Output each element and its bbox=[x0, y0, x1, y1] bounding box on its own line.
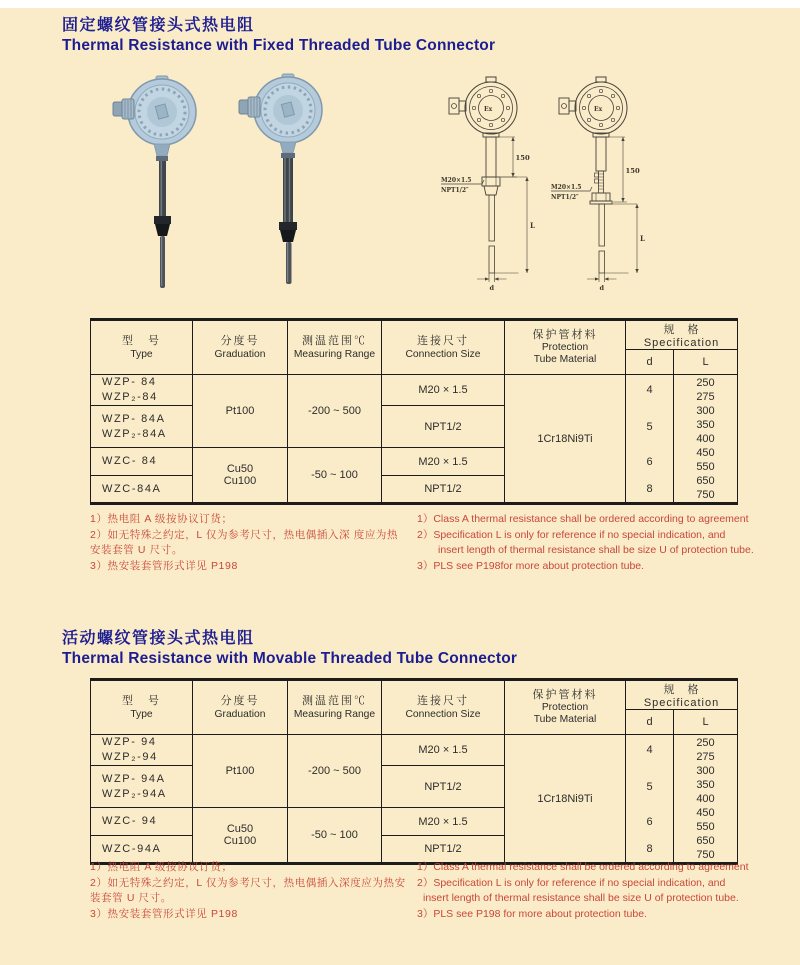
connection-cell: M20 × 1.5 bbox=[382, 375, 505, 406]
section-2-title-block bbox=[62, 625, 517, 668]
header-range-en: Measuring Range bbox=[293, 709, 376, 720]
collar bbox=[156, 156, 168, 161]
neck bbox=[154, 144, 170, 156]
l-value: 250 bbox=[696, 376, 715, 389]
note-line: insert length of thermal resistance shall be size U of protection tube. bbox=[438, 544, 754, 556]
thermocouple-head bbox=[254, 74, 322, 143]
header-specification: 规 格 Specification bbox=[626, 320, 738, 350]
l-value: 350 bbox=[696, 778, 715, 791]
header-spec-d: d bbox=[626, 710, 674, 735]
hex-fitting bbox=[279, 222, 297, 242]
graduation-cu-cell bbox=[193, 448, 288, 504]
side-connector bbox=[449, 98, 466, 114]
header-type-zh: 型 号 bbox=[122, 695, 161, 707]
threaded-rod bbox=[595, 171, 604, 193]
notes-1-chinese bbox=[90, 512, 415, 574]
section-1-title-zh: 固定螺纹管接头式热电阻 bbox=[62, 17, 255, 34]
length-dim-label: L bbox=[530, 221, 535, 230]
thermocouple-head bbox=[128, 76, 196, 145]
graduation-cu50: Cu50 bbox=[226, 463, 254, 475]
header-range bbox=[288, 680, 382, 735]
connection-cell: NPT1/2 bbox=[382, 766, 505, 808]
model-wzp2-94a: WZP₂-94A bbox=[102, 787, 167, 800]
graduation-cu100: Cu100 bbox=[223, 475, 257, 487]
note-line: insert length of thermal resistance shall be size U of protection tube. bbox=[423, 892, 739, 904]
d-value-cell: 8 bbox=[626, 836, 674, 864]
connection-cell: NPT1/2 bbox=[382, 836, 505, 864]
graduation-cu-cell bbox=[193, 808, 288, 864]
probe-outline bbox=[489, 195, 495, 273]
d-value-cell: 4 bbox=[626, 735, 674, 766]
ex-mark-label: Ex bbox=[484, 106, 493, 113]
model-cell-group2 bbox=[91, 766, 193, 808]
model-wzp-94a: WZP- 94A bbox=[102, 772, 166, 785]
graduation-cu50: Cu50 bbox=[226, 823, 254, 835]
model-cell-group1 bbox=[91, 735, 193, 766]
header-protection-en2: Tube Material bbox=[533, 354, 597, 365]
header-graduation-zh: 分度号 bbox=[220, 335, 260, 347]
l-values-cell bbox=[674, 375, 738, 504]
note-line: 1）Class A thermal resistance shall be ordered according to agreement bbox=[417, 513, 749, 525]
note-line: 安装套管 U 尺寸。 bbox=[90, 544, 183, 556]
note-line: 装套管 U 尺寸。 bbox=[90, 892, 172, 904]
header-connection-zh: 连接尺寸 bbox=[417, 335, 469, 347]
product-photo-movable-2 bbox=[236, 72, 344, 300]
thread-npt-label: NPT1/2″ bbox=[551, 194, 579, 201]
stem-outline bbox=[596, 137, 606, 171]
notes-1-english bbox=[417, 512, 757, 574]
note-line: 2）Specification L is only for reference if no special indication, and bbox=[417, 528, 726, 541]
l-values-cell bbox=[674, 735, 738, 864]
range-cu-cell: -50 ~ 100 bbox=[288, 448, 382, 504]
hex-fitting bbox=[154, 216, 171, 236]
head-clamp bbox=[486, 77, 496, 82]
header-graduation-zh: 分度号 bbox=[220, 695, 260, 707]
page-top-margin bbox=[0, 0, 800, 8]
d-value-cell: 6 bbox=[626, 808, 674, 836]
model-wzp2-94: WZP₂-94 bbox=[102, 751, 158, 763]
dimension-lines bbox=[583, 137, 637, 282]
cable-gland bbox=[239, 97, 260, 117]
protection-material-cell: 1Cr18Ni9Ti bbox=[505, 375, 626, 504]
section-1-title-block bbox=[62, 12, 495, 55]
spec-table-movable bbox=[90, 678, 738, 865]
model-wzc-94: WZC- 94 bbox=[102, 815, 158, 827]
l-value: 550 bbox=[696, 820, 715, 833]
section-1-title-en: Thermal Resistance with Fixed Threaded Tube Connector bbox=[62, 37, 496, 54]
note-line: 1）热电阻 A 级按协议订货； bbox=[90, 861, 233, 873]
range-pt-cell: -200 ~ 500 bbox=[288, 375, 382, 448]
graduation-pt-cell: Pt100 bbox=[193, 375, 288, 448]
neck bbox=[280, 142, 296, 153]
l-value: 450 bbox=[696, 806, 715, 819]
header-spec-l: L bbox=[674, 710, 738, 735]
dimension-drawing-movable bbox=[551, 76, 663, 302]
model-wzp-84a: WZP- 84A bbox=[102, 412, 166, 425]
note-line: 3）PLS see P198for more about protection tube. bbox=[417, 559, 645, 572]
section-2-title-en: Thermal Resistance with Movable Threaded Tube Connector bbox=[62, 650, 518, 667]
l-value: 350 bbox=[696, 418, 715, 431]
model-wzc-94a: WZC-94A bbox=[102, 842, 162, 855]
header-connection-en: Connection Size bbox=[405, 709, 481, 720]
header-range-zh: 测温范围℃ bbox=[302, 335, 367, 347]
connection-cell: M20 × 1.5 bbox=[382, 735, 505, 766]
header-range bbox=[288, 320, 382, 375]
probe bbox=[160, 236, 165, 288]
neck-length-dim: 150 bbox=[625, 167, 640, 175]
dimension-drawing-fixed bbox=[441, 76, 553, 302]
note-line: 3）热安装套管形式详见 P198 bbox=[90, 559, 238, 572]
section-2-title-zh: 活动螺纹管接头式热电阻 bbox=[62, 630, 255, 647]
d-value-cell: 8 bbox=[626, 476, 674, 504]
model-cell-group3 bbox=[91, 808, 193, 836]
graduation-cu100: Cu100 bbox=[223, 835, 257, 847]
note-line: 2）如无特殊之约定，L 仅为参考尺寸，热电偶插入深度应为热安 bbox=[90, 876, 406, 889]
l-value: 275 bbox=[696, 750, 715, 763]
note-line: 2）如无特殊之约定，L 仅为参考尺寸，热电偶插入深 度应为热 bbox=[90, 528, 399, 541]
header-type bbox=[91, 680, 193, 735]
probe-highlight bbox=[161, 236, 162, 286]
d-value-cell: 6 bbox=[626, 448, 674, 476]
d-value-cell: 5 bbox=[626, 766, 674, 808]
header-type bbox=[91, 320, 193, 375]
header-connection-zh: 连接尺寸 bbox=[417, 695, 469, 707]
length-dim-label: L bbox=[640, 234, 645, 243]
note-line: 2）Specification L is only for reference if no special indication, and bbox=[417, 876, 726, 889]
neck-length-dim: 150 bbox=[515, 154, 530, 162]
side-connector bbox=[559, 98, 576, 114]
probe bbox=[286, 242, 292, 284]
hex-fitting-outline bbox=[482, 177, 500, 195]
model-cell-group3 bbox=[91, 448, 193, 476]
head-clamp bbox=[596, 77, 606, 82]
header-protection bbox=[505, 680, 626, 735]
header-connection bbox=[382, 680, 505, 735]
thread-npt-label: NPT1/2″ bbox=[441, 187, 469, 194]
model-cell-group1 bbox=[91, 375, 193, 406]
header-protection-en1: Protection bbox=[541, 702, 589, 713]
l-value: 750 bbox=[696, 488, 715, 501]
l-value: 300 bbox=[696, 764, 715, 777]
l-value: 275 bbox=[696, 390, 715, 403]
model-wzp2-84a: WZP₂-84A bbox=[102, 427, 167, 440]
collar bbox=[281, 153, 295, 158]
model-cell-group2 bbox=[91, 406, 193, 448]
connection-cell: NPT1/2 bbox=[382, 476, 505, 504]
probe-highlight bbox=[287, 242, 288, 282]
note-line: 1）热电阻 A 级按协议订货； bbox=[90, 513, 233, 525]
header-type-en: Type bbox=[130, 709, 153, 720]
header-spec-l: L bbox=[674, 350, 738, 375]
protection-material-cell: 1Cr18Ni9Ti bbox=[505, 735, 626, 864]
range-pt-cell: -200 ~ 500 bbox=[288, 735, 382, 808]
d-value-cell: 4 bbox=[626, 375, 674, 406]
graduation-pt-cell: Pt100 bbox=[193, 735, 288, 808]
header-specification: 规 格 Specification bbox=[626, 680, 738, 710]
dimension-arrows bbox=[595, 137, 639, 281]
stem-outline bbox=[486, 137, 496, 177]
header-range-zh: 测温范围℃ bbox=[302, 695, 367, 707]
d-value-cell: 5 bbox=[626, 406, 674, 448]
header-protection-en2: Tube Material bbox=[533, 714, 597, 725]
thread-m20-label: M20×1.5 bbox=[441, 177, 472, 184]
model-wzc-84: WZC- 84 bbox=[102, 455, 158, 467]
l-value: 650 bbox=[696, 474, 715, 487]
note-line: 3）PLS see P198 for more about protection tube. bbox=[417, 907, 647, 920]
model-wzp-84: WZP- 84 bbox=[102, 376, 157, 388]
range-cu-cell: -50 ~ 100 bbox=[288, 808, 382, 864]
header-type-en: Type bbox=[130, 349, 153, 360]
connection-cell: M20 × 1.5 bbox=[382, 448, 505, 476]
l-value: 400 bbox=[696, 432, 715, 445]
header-connection-en: Connection Size bbox=[405, 349, 481, 360]
ex-mark-label: Ex bbox=[594, 106, 603, 113]
l-value: 450 bbox=[696, 446, 715, 459]
hex-fitting-outline bbox=[590, 193, 612, 204]
connection-cell: M20 × 1.5 bbox=[382, 808, 505, 836]
l-value: 400 bbox=[696, 792, 715, 805]
header-protection bbox=[505, 320, 626, 375]
header-graduation bbox=[193, 680, 288, 735]
l-value: 650 bbox=[696, 834, 715, 847]
probe-outline bbox=[599, 204, 605, 273]
stem-highlight bbox=[161, 161, 163, 216]
header-graduation-en: Graduation bbox=[214, 709, 266, 720]
stem bbox=[159, 161, 166, 216]
thread-m20-label: M20×1.5 bbox=[551, 184, 582, 191]
l-value: 250 bbox=[696, 736, 715, 749]
notes-2-chinese bbox=[90, 860, 415, 922]
model-wzp-94: WZP- 94 bbox=[102, 736, 157, 748]
product-photo-fixed-1 bbox=[110, 74, 218, 302]
header-graduation-en: Graduation bbox=[214, 349, 266, 360]
header-protection-zh: 保护管材料 bbox=[532, 689, 598, 701]
note-line: 1）Class A thermal resistance shall be ordered according to agreement bbox=[417, 861, 749, 873]
spec-table-fixed bbox=[90, 318, 738, 505]
header-protection-zh: 保护管材料 bbox=[532, 329, 598, 341]
notes-2-english bbox=[417, 860, 757, 922]
l-value: 750 bbox=[696, 848, 715, 861]
note-line: 3）热安装套管形式详见 P198 bbox=[90, 907, 238, 920]
header-connection bbox=[382, 320, 505, 375]
cable-gland bbox=[113, 99, 134, 119]
header-type-zh: 型 号 bbox=[122, 335, 161, 347]
diameter-dim-label: d bbox=[599, 284, 605, 292]
header-spec-d: d bbox=[626, 350, 674, 375]
diameter-dim-label: d bbox=[489, 284, 495, 292]
model-cell-group4 bbox=[91, 476, 193, 504]
header-range-en: Measuring Range bbox=[293, 349, 376, 360]
header-protection-en1: Protection bbox=[541, 342, 589, 353]
header-graduation bbox=[193, 320, 288, 375]
l-value: 550 bbox=[696, 460, 715, 473]
model-wzp2-84: WZP₂-84 bbox=[102, 391, 158, 403]
connection-cell: NPT1/2 bbox=[382, 406, 505, 448]
model-wzc-84a: WZC-84A bbox=[102, 482, 162, 495]
l-value: 300 bbox=[696, 404, 715, 417]
